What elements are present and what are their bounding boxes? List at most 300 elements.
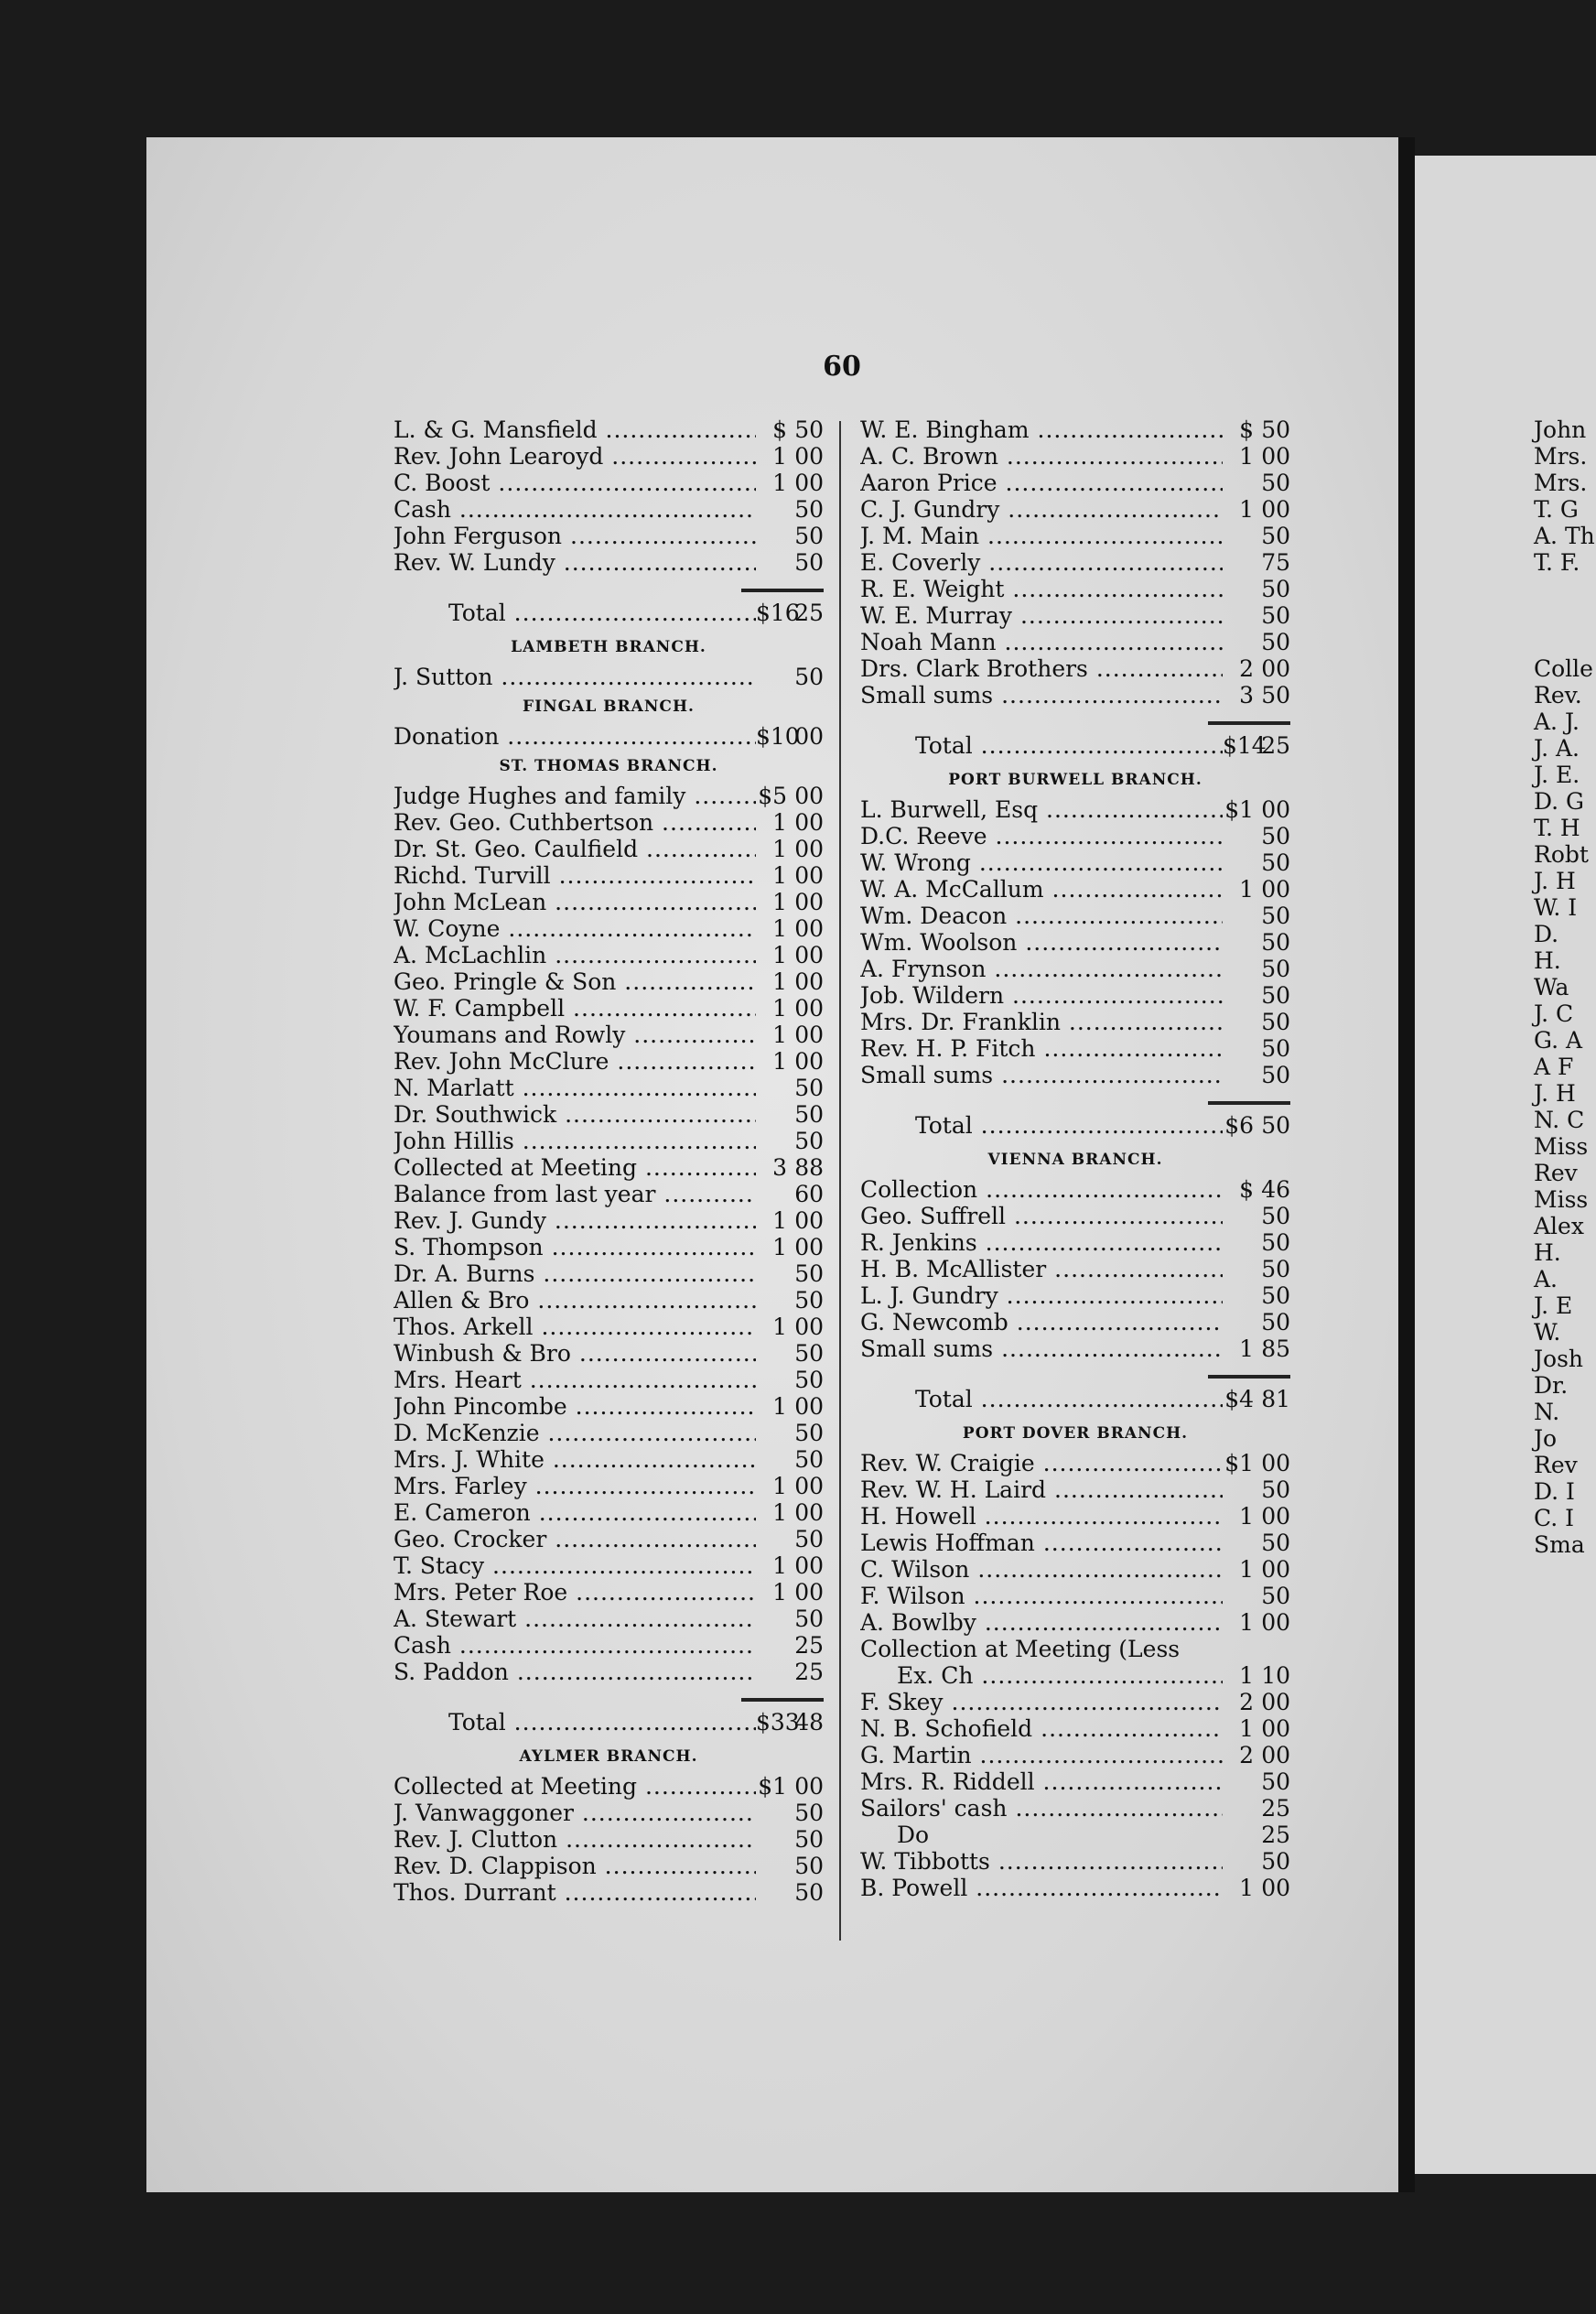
donor-name: Do: [897, 1822, 930, 1848]
amount-cents: 50: [794, 1826, 824, 1853]
donor-name: Allen & Bro .....: [394, 1287, 756, 1314]
amount-cents: 50: [794, 1446, 824, 1473]
amount-dollars: 3: [772, 1154, 787, 1181]
next-page-fragment: J. H: [1534, 1080, 1576, 1107]
donor-name: Richd. Turvill .....: [394, 862, 756, 889]
donor-name: N. B. Schofield .....: [860, 1715, 1223, 1742]
amount-cents: 00: [1261, 876, 1290, 903]
next-page-fragment: J. H: [1534, 868, 1576, 894]
amount-cents: 50: [794, 1367, 824, 1393]
amount-cents: 00: [794, 783, 824, 809]
branch-heading: LAMBETH BRANCH.: [511, 638, 706, 656]
amount-dollars: $33: [756, 1709, 800, 1736]
next-page-fragment: Colle: [1534, 655, 1593, 682]
next-page-fragment: C. I: [1534, 1505, 1575, 1531]
amount-cents: 00: [1261, 496, 1290, 523]
amount-cents: 50: [1261, 1009, 1290, 1035]
amount-dollars: $: [772, 416, 787, 443]
donor-name: Mrs. Peter Roe .....: [394, 1579, 756, 1606]
donation-row: [860, 1636, 1290, 1662]
donor-name: D.C. Reeve .....: [860, 823, 1223, 849]
donation-row: [394, 783, 824, 809]
donation-row: [394, 1826, 824, 1853]
amount-cents: 00: [1261, 1875, 1290, 1901]
donor-name: Geo. Crocker .....: [394, 1526, 756, 1552]
amount-cents: 50: [794, 1800, 824, 1826]
amount-cents: 50: [794, 1606, 824, 1632]
donor-name: Collection .....: [860, 1176, 1223, 1203]
donor-name: Rev. W. Craigie .....: [860, 1450, 1223, 1476]
amount-dollars: 1: [772, 915, 787, 942]
amount-dollars: 1: [772, 836, 787, 862]
donor-name: Noah Mann .....: [860, 629, 1223, 655]
amount-dollars: 1: [1239, 496, 1254, 523]
donor-name: D. McKenzie .....: [394, 1420, 756, 1446]
amount-dollars: 1: [772, 1234, 787, 1260]
donor-name: Mrs. J. White .....: [394, 1446, 756, 1473]
donation-row: [394, 1879, 824, 1906]
next-page-fragment: G. A: [1534, 1027, 1583, 1054]
donation-row: [860, 1009, 1290, 1035]
donation-row: [860, 1609, 1290, 1636]
donation-row: [860, 1035, 1290, 1062]
next-page-fragment: Miss: [1534, 1186, 1589, 1213]
amount-cents: 85: [1261, 1335, 1290, 1362]
amount-cents: 00: [794, 968, 824, 995]
next-page-fragment: Jo: [1534, 1425, 1558, 1452]
amount-cents: 48: [794, 1709, 824, 1736]
amount-cents: 00: [794, 1473, 824, 1499]
donation-row: [394, 1260, 824, 1287]
next-page-fragment: Dr.: [1534, 1372, 1569, 1399]
donation-row: [860, 849, 1290, 876]
total-rule: [1208, 721, 1290, 725]
donor-name: A. McLachlin .....: [394, 942, 756, 968]
donor-name: A. Stewart .....: [394, 1606, 756, 1632]
amount-dollars: 1: [1239, 1875, 1254, 1901]
donation-row: [394, 915, 824, 942]
donor-name: H. B. McAllister .....: [860, 1256, 1223, 1282]
total-rule: [741, 589, 824, 592]
donor-name: C. J. Gundry .....: [860, 496, 1223, 523]
donation-row: [394, 1154, 824, 1181]
amount-cents: 00: [794, 443, 824, 470]
amount-cents: 00: [794, 1552, 824, 1579]
branch-heading: FINGAL BRANCH.: [523, 697, 695, 716]
donation-row: [860, 1662, 1290, 1689]
donation-row: [394, 1393, 824, 1420]
next-page-fragment: A. J.: [1534, 708, 1580, 735]
amount-cents: 50: [1261, 1112, 1290, 1139]
total-rule: [1208, 1101, 1290, 1105]
amount-dollars: $14: [1223, 732, 1267, 759]
donation-row: [394, 889, 824, 915]
donation-row: [394, 1234, 824, 1260]
amount-dollars: $1: [758, 1773, 787, 1800]
amount-cents: 50: [1261, 1035, 1290, 1062]
amount-cents: 50: [1261, 982, 1290, 1009]
amount-cents: 00: [794, 1393, 824, 1420]
amount-cents: 00: [794, 942, 824, 968]
amount-cents: 50: [1261, 1256, 1290, 1282]
donor-name: John Ferguson .....: [394, 523, 756, 549]
amount-cents: 50: [1261, 849, 1290, 876]
donation-row: [394, 1048, 824, 1075]
donation-row: [860, 1583, 1290, 1609]
donation-row: [860, 1875, 1290, 1901]
amount-cents: 50: [1261, 1768, 1290, 1795]
donation-row: [394, 723, 824, 750]
amount-cents: 00: [1261, 655, 1290, 682]
amount-cents: 00: [794, 1207, 824, 1234]
amount-dollars: 1: [772, 1552, 787, 1579]
donor-name: W. E. Murray .....: [860, 602, 1223, 629]
donation-row: [860, 576, 1290, 602]
donation-row: [394, 664, 824, 690]
amount-dollars: 1: [1239, 1662, 1254, 1689]
amount-cents: 50: [794, 1128, 824, 1154]
page-number: 60: [823, 351, 861, 383]
donation-row: [860, 1335, 1290, 1362]
donor-name: F. Skey .....: [860, 1689, 1223, 1715]
donation-row: [860, 496, 1290, 523]
next-page-fragment: Mrs.: [1534, 470, 1588, 496]
amount-cents: 00: [794, 915, 824, 942]
donation-row: [860, 1530, 1290, 1556]
total-rule: [741, 1698, 824, 1702]
next-page-fragment: H.: [1534, 1239, 1561, 1266]
amount-cents: 50: [794, 549, 824, 576]
next-page-fragment: A. Th: [1534, 523, 1595, 549]
donation-row: [860, 1795, 1290, 1822]
amount-cents: 50: [1261, 576, 1290, 602]
next-page-fragment: N. C: [1534, 1107, 1585, 1133]
next-page-fragment: Sma: [1534, 1531, 1585, 1558]
donation-row: [394, 1473, 824, 1499]
next-page-fragment: Miss: [1534, 1133, 1589, 1160]
donation-row: [860, 1309, 1290, 1335]
donor-name: W. Coyne .....: [394, 915, 756, 942]
amount-cents: 00: [1261, 1556, 1290, 1583]
amount-cents: 00: [794, 1234, 824, 1260]
amount-cents: 25: [1261, 732, 1290, 759]
amount-cents: 50: [1261, 1309, 1290, 1335]
branch-heading: PORT BURWELL BRANCH.: [948, 771, 1202, 789]
donation-row: [394, 1075, 824, 1101]
amount-cents: 50: [1261, 929, 1290, 956]
amount-dollars: 1: [772, 942, 787, 968]
donor-name: S. Paddon .....: [394, 1659, 756, 1685]
donor-name: Rev. John Learoyd .....: [394, 443, 756, 470]
donation-row: [860, 1229, 1290, 1256]
donor-name: Balance from last year .....: [394, 1181, 756, 1207]
donor-name: Rev. D. Clappison .....: [394, 1853, 756, 1879]
amount-cents: 00: [794, 1048, 824, 1075]
donation-row: [860, 1822, 1290, 1848]
donor-name: Total .....: [860, 1386, 1223, 1412]
amount-cents: 25: [1261, 1822, 1290, 1848]
donor-name: Rev. Geo. Cuthbertson .....: [394, 809, 756, 836]
donor-name: Geo. Pringle & Son .....: [394, 968, 756, 995]
donor-name: W. Tibbotts .....: [860, 1848, 1223, 1875]
donor-name: A. C. Brown .....: [860, 443, 1223, 470]
donor-name: W. Wrong .....: [860, 849, 1223, 876]
donor-name: Small sums .....: [860, 1335, 1223, 1362]
amount-cents: 50: [794, 1420, 824, 1446]
donation-row: [860, 1768, 1290, 1795]
donation-row: [860, 602, 1290, 629]
donor-name: Total .....: [394, 600, 756, 626]
amount-cents: 00: [794, 862, 824, 889]
amount-dollars: $: [1239, 1176, 1254, 1203]
amount-cents: 50: [794, 1101, 824, 1128]
amount-cents: 00: [794, 1499, 824, 1526]
donor-name: A. Bowlby .....: [860, 1609, 1223, 1636]
branch-heading: PORT DOVER BRANCH.: [962, 1424, 1189, 1443]
donor-name: Rev. J. Clutton .....: [394, 1826, 756, 1853]
branch-heading: ST. THOMAS BRANCH.: [499, 757, 718, 775]
amount-cents: 50: [1261, 1530, 1290, 1556]
donor-name: Mrs. Farley .....: [394, 1473, 756, 1499]
donation-row: [394, 1022, 824, 1048]
next-page-fragment: W. I: [1534, 894, 1578, 921]
next-page-fragment: W.: [1534, 1319, 1561, 1346]
amount-dollars: 1: [772, 443, 787, 470]
next-page-fragment: A.: [1534, 1266, 1558, 1292]
donation-row: [394, 836, 824, 862]
total-row: [860, 1386, 1290, 1417]
donation-row: [394, 1526, 824, 1552]
donor-name: Thos. Arkell .....: [394, 1314, 756, 1340]
donor-name: Ex. Ch .....: [860, 1662, 1223, 1689]
amount-cents: 00: [1261, 1609, 1290, 1636]
donation-row: [860, 416, 1290, 443]
donation-row: [394, 1314, 824, 1340]
amount-cents: 00: [794, 1773, 824, 1800]
total-row: [860, 732, 1290, 763]
amount-dollars: $1: [1224, 1450, 1254, 1476]
donation-row: [860, 1556, 1290, 1583]
amount-cents: 50: [794, 1340, 824, 1367]
amount-cents: 50: [794, 1879, 824, 1906]
donation-row: [394, 1181, 824, 1207]
donor-name: C. Boost .....: [394, 470, 756, 496]
donation-row: [394, 549, 824, 576]
amount-cents: 50: [1261, 1583, 1290, 1609]
branch-heading: AYLMER BRANCH.: [519, 1747, 698, 1766]
next-page-fragment: J. E.: [1534, 762, 1580, 788]
amount-cents: 50: [794, 1075, 824, 1101]
amount-cents: 00: [794, 836, 824, 862]
amount-cents: 00: [794, 723, 824, 750]
donor-name: Small sums .....: [860, 1062, 1223, 1088]
donor-name: Dr. St. Geo. Caulfield .....: [394, 836, 756, 862]
donation-row: [860, 876, 1290, 903]
donor-name: Rev. W. H. Laird .....: [860, 1476, 1223, 1503]
donor-name: Total .....: [860, 1112, 1223, 1139]
donation-row: [394, 995, 824, 1022]
amount-cents: 50: [1261, 1062, 1290, 1088]
amount-dollars: 1: [772, 1579, 787, 1606]
donor-name: Winbush & Bro .....: [394, 1340, 756, 1367]
next-page-fragment: D.: [1534, 921, 1559, 947]
total-rule: [1208, 1375, 1290, 1379]
amount-dollars: $16: [756, 600, 800, 626]
donor-name: Mrs. R. Riddell .....: [860, 1768, 1223, 1795]
amount-cents: 50: [1261, 416, 1290, 443]
amount-cents: 25: [1261, 1795, 1290, 1822]
donation-row: [394, 1499, 824, 1526]
donation-row: [394, 1446, 824, 1473]
amount-dollars: 1: [772, 995, 787, 1022]
amount-dollars: 1: [1239, 1715, 1254, 1742]
total-row: [860, 1112, 1290, 1143]
donation-row: [860, 823, 1290, 849]
amount-cents: 75: [1261, 549, 1290, 576]
amount-dollars: 1: [1239, 443, 1254, 470]
next-page-fragment: J. A.: [1534, 735, 1580, 762]
donor-name: J. M. Main .....: [860, 523, 1223, 549]
amount-cents: 50: [1261, 903, 1290, 929]
next-page-fragment: J. E: [1534, 1292, 1573, 1319]
donation-row: [394, 1579, 824, 1606]
donation-row: [860, 443, 1290, 470]
amount-dollars: 1: [772, 968, 787, 995]
next-page-fragment: Mrs.: [1534, 443, 1588, 470]
donation-row: [860, 1203, 1290, 1229]
donor-name: Dr. A. Burns .....: [394, 1260, 756, 1287]
branch-heading: VIENNA BRANCH.: [987, 1151, 1163, 1169]
donation-row: [860, 682, 1290, 708]
donor-name: Thos. Durrant .....: [394, 1879, 756, 1906]
donor-name: B. Powell .....: [860, 1875, 1223, 1901]
donor-name: Dr. Southwick .....: [394, 1101, 756, 1128]
donor-name: W. E. Bingham .....: [860, 416, 1223, 443]
amount-dollars: 3: [1239, 682, 1254, 708]
donation-row: [394, 1552, 824, 1579]
donor-name: W. F. Campbell .....: [394, 995, 756, 1022]
amount-dollars: 1: [772, 889, 787, 915]
donor-name: J. Sutton .....: [394, 664, 756, 690]
donor-name: John McLean .....: [394, 889, 756, 915]
amount-dollars: 1: [772, 1314, 787, 1340]
donor-name: Youmans and Rowly .....: [394, 1022, 756, 1048]
amount-cents: 50: [794, 523, 824, 549]
donor-name: Donation .....: [394, 723, 756, 750]
next-page-fragment: N.: [1534, 1399, 1560, 1425]
next-page-fragment: Josh: [1534, 1346, 1584, 1372]
donation-row: [860, 549, 1290, 576]
amount-dollars: 2: [1239, 655, 1254, 682]
amount-cents: 00: [1261, 1742, 1290, 1768]
donation-row: [394, 443, 824, 470]
amount-cents: 00: [794, 995, 824, 1022]
next-page-fragment: Rev: [1534, 1160, 1578, 1186]
left-column: [394, 416, 824, 1906]
donation-row: [394, 1101, 824, 1128]
amount-cents: 00: [794, 470, 824, 496]
amount-dollars: 1: [772, 470, 787, 496]
amount-dollars: 1: [772, 1048, 787, 1075]
amount-cents: 50: [1261, 1476, 1290, 1503]
donation-row: [860, 1476, 1290, 1503]
donor-name: Wm. Woolson .....: [860, 929, 1223, 956]
donation-row: [860, 1282, 1290, 1309]
amount-cents: 00: [1261, 1715, 1290, 1742]
amount-cents: 00: [794, 1579, 824, 1606]
donor-name: E. Cameron .....: [394, 1499, 756, 1526]
donation-row: [394, 809, 824, 836]
amount-dollars: $5: [758, 783, 787, 809]
amount-cents: 50: [1261, 1203, 1290, 1229]
amount-cents: 50: [1261, 823, 1290, 849]
amount-cents: 50: [1261, 1282, 1290, 1309]
donation-row: [860, 1450, 1290, 1476]
donation-row: [860, 903, 1290, 929]
amount-dollars: $4: [1224, 1386, 1254, 1412]
amount-dollars: 1: [772, 1022, 787, 1048]
next-page-fragment: H.: [1534, 947, 1561, 974]
donor-name: Rev. J. Gundy .....: [394, 1207, 756, 1234]
donation-row: [394, 496, 824, 523]
total-row: [394, 1709, 824, 1740]
donor-name: Small sums .....: [860, 682, 1223, 708]
donation-row: [394, 1659, 824, 1685]
donation-row: [860, 1503, 1290, 1530]
donor-name: T. Stacy .....: [394, 1552, 756, 1579]
amount-dollars: 1: [772, 862, 787, 889]
donation-row: [860, 1715, 1290, 1742]
next-page-fragment: Rev: [1534, 1452, 1578, 1478]
next-page-fragment: D. G: [1534, 788, 1585, 815]
donation-row: [860, 1848, 1290, 1875]
amount-cents: 50: [1261, 956, 1290, 982]
donor-name: Cash .....: [394, 496, 756, 523]
donation-row: [394, 416, 824, 443]
donor-name: Mrs. Dr. Franklin .....: [860, 1009, 1223, 1035]
amount-cents: 46: [1261, 1176, 1290, 1203]
next-page-edge: [1415, 156, 1596, 2174]
donation-row: [860, 470, 1290, 496]
donor-name: E. Coverly .....: [860, 549, 1223, 576]
next-page-fragment: Wa: [1534, 974, 1569, 1000]
donor-name: Rev. John McClure .....: [394, 1048, 756, 1075]
donation-row: [394, 1340, 824, 1367]
amount-cents: 00: [1261, 443, 1290, 470]
donation-row: [394, 1606, 824, 1632]
donor-name: Collected at Meeting .....: [394, 1154, 756, 1181]
donor-name: Job. Wildern .....: [860, 982, 1223, 1009]
amount-dollars: 1: [1239, 1609, 1254, 1636]
donation-row: [860, 982, 1290, 1009]
amount-dollars: $: [1239, 416, 1254, 443]
donation-row: [394, 1287, 824, 1314]
amount-cents: 00: [794, 889, 824, 915]
amount-cents: 10: [1261, 1662, 1290, 1689]
amount-dollars: 1: [1239, 876, 1254, 903]
amount-dollars: 1: [1239, 1335, 1254, 1362]
amount-dollars: 1: [772, 1473, 787, 1499]
amount-cents: 50: [794, 1526, 824, 1552]
amount-cents: 50: [794, 1853, 824, 1879]
amount-dollars: 2: [1239, 1689, 1254, 1715]
amount-dollars: $1: [1224, 796, 1254, 823]
donation-row: [394, 1800, 824, 1826]
amount-dollars: 2: [1239, 1742, 1254, 1768]
amount-cents: 50: [1261, 523, 1290, 549]
donor-name: L. Burwell, Esq .....: [860, 796, 1223, 823]
donor-name: R. E. Weight .....: [860, 576, 1223, 602]
